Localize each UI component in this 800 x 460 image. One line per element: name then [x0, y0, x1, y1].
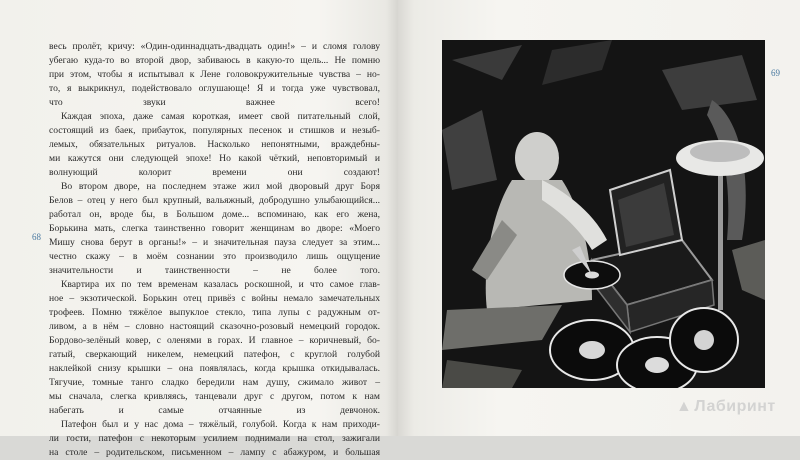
text-line: весь пролёт, кричу: «Один-одиннадцать-двадцать один!» – и сломя голову: [49, 41, 380, 52]
text-line: что звуки важнее всего!: [49, 97, 380, 108]
paragraph-2: [49, 110, 380, 180]
text-line: трофеев. Помню тяжёлое выпуклое стекло, типа лупы с радужным от-: [49, 307, 380, 318]
text-line: Мишу снова берут в органы!» – и значительная пауза следует за этим...: [49, 237, 380, 248]
paragraph-5: [49, 418, 380, 460]
text-line: при этом, чтобы я испытывал к Лене головокружительные чувства – но-: [49, 69, 380, 80]
labirint-watermark: [676, 398, 776, 416]
text-line: работал он, вроде бы, в Большом доме... вспоминаю, как его жена,: [49, 209, 380, 220]
text-line: Во втором дворе, на последнем этаже жил мой дворовый друг Боря: [61, 181, 380, 192]
text-line: ное – экзотической. Борькин отец привёз с войны немало замечательных: [49, 293, 380, 304]
text-line: убегаю куда-то во второй двор, забиваюсь в какую-то щель... Не помню: [49, 55, 380, 66]
text-line: Борькина мать, слегка таинственно говорит женщинам во дворе: «Моего: [49, 223, 380, 234]
labirint-logo-icon: ▲: [676, 398, 693, 415]
watermark-text: Лабиринт: [694, 398, 776, 415]
illustration-gramophone: [442, 40, 765, 388]
text-line: состоящий из баек, прибауток, популярных песенок и стишков и незыб-: [49, 125, 380, 136]
text-line: наклейкой снизу крышки – она появлялась, когда крышка откидывалась.: [49, 363, 380, 374]
text-line: Каждая эпоха, даже самая короткая, имеет свой питательный слой,: [61, 111, 380, 122]
text-line: ми кажутся они следующей эпохе! Но какой чёткий, неповторимый и: [49, 153, 380, 164]
text-line: значительности и таинственности – не более того.: [49, 265, 380, 276]
text-line: гатый, сверкающий никелем, немецкий патефон, с круглой голубой: [49, 349, 380, 360]
text-line: Тягучие, томные танго сладко бередили нам душу, сжимало живот –: [49, 377, 380, 388]
text-line: то, я выкрикнул, подействовало оглушающе! Я и тогда уже чувствовал,: [49, 83, 380, 94]
text-line: Квартира их по тем временам казалась роскошной, и что самое глав-: [61, 279, 380, 290]
left-page-text: [49, 40, 380, 460]
text-line: честно скажу – в моём сознании это производило лишь ощущение: [49, 251, 380, 262]
illustration-artwork: [442, 40, 765, 388]
text-line: на столе – родительском, письменном – лампу с абажуром, и большая: [49, 447, 380, 458]
text-line: мы сначала, слегка кривляясь, танцевали друг с другом, потом к нам: [49, 391, 380, 402]
text-line: ливом, а в нём – словно настоящий сказочно-розовый немецкий городок.: [49, 321, 380, 332]
text-line: Патефон был и у нас дома – тяжёлый, голубой. Когда к нам приходи-: [61, 419, 380, 430]
text-line: волнующий колорит времени они создают!: [49, 167, 380, 178]
left-page-number: 68: [32, 232, 41, 242]
paragraph-4: [49, 278, 380, 418]
text-line: лемых, обязательных ритуалов. Насколько непонятными, враждебны-: [49, 139, 380, 150]
paragraph-1: [49, 40, 380, 110]
right-page-number: 69: [771, 68, 780, 78]
text-line: ли гости, патефон с некоторым усилием поднимали на стол, зажигали: [49, 433, 380, 444]
text-line: набегать и самые отчаянные из девчонок.: [49, 405, 380, 416]
paragraph-3: [49, 180, 380, 278]
text-line: Белов – отец у него был крупный, вальяжный, добродушно улыбающийся...: [49, 195, 380, 206]
text-line: Бордово-зелёный ковер, с оленями в горах. И главное – коричневый, бо-: [49, 335, 380, 346]
